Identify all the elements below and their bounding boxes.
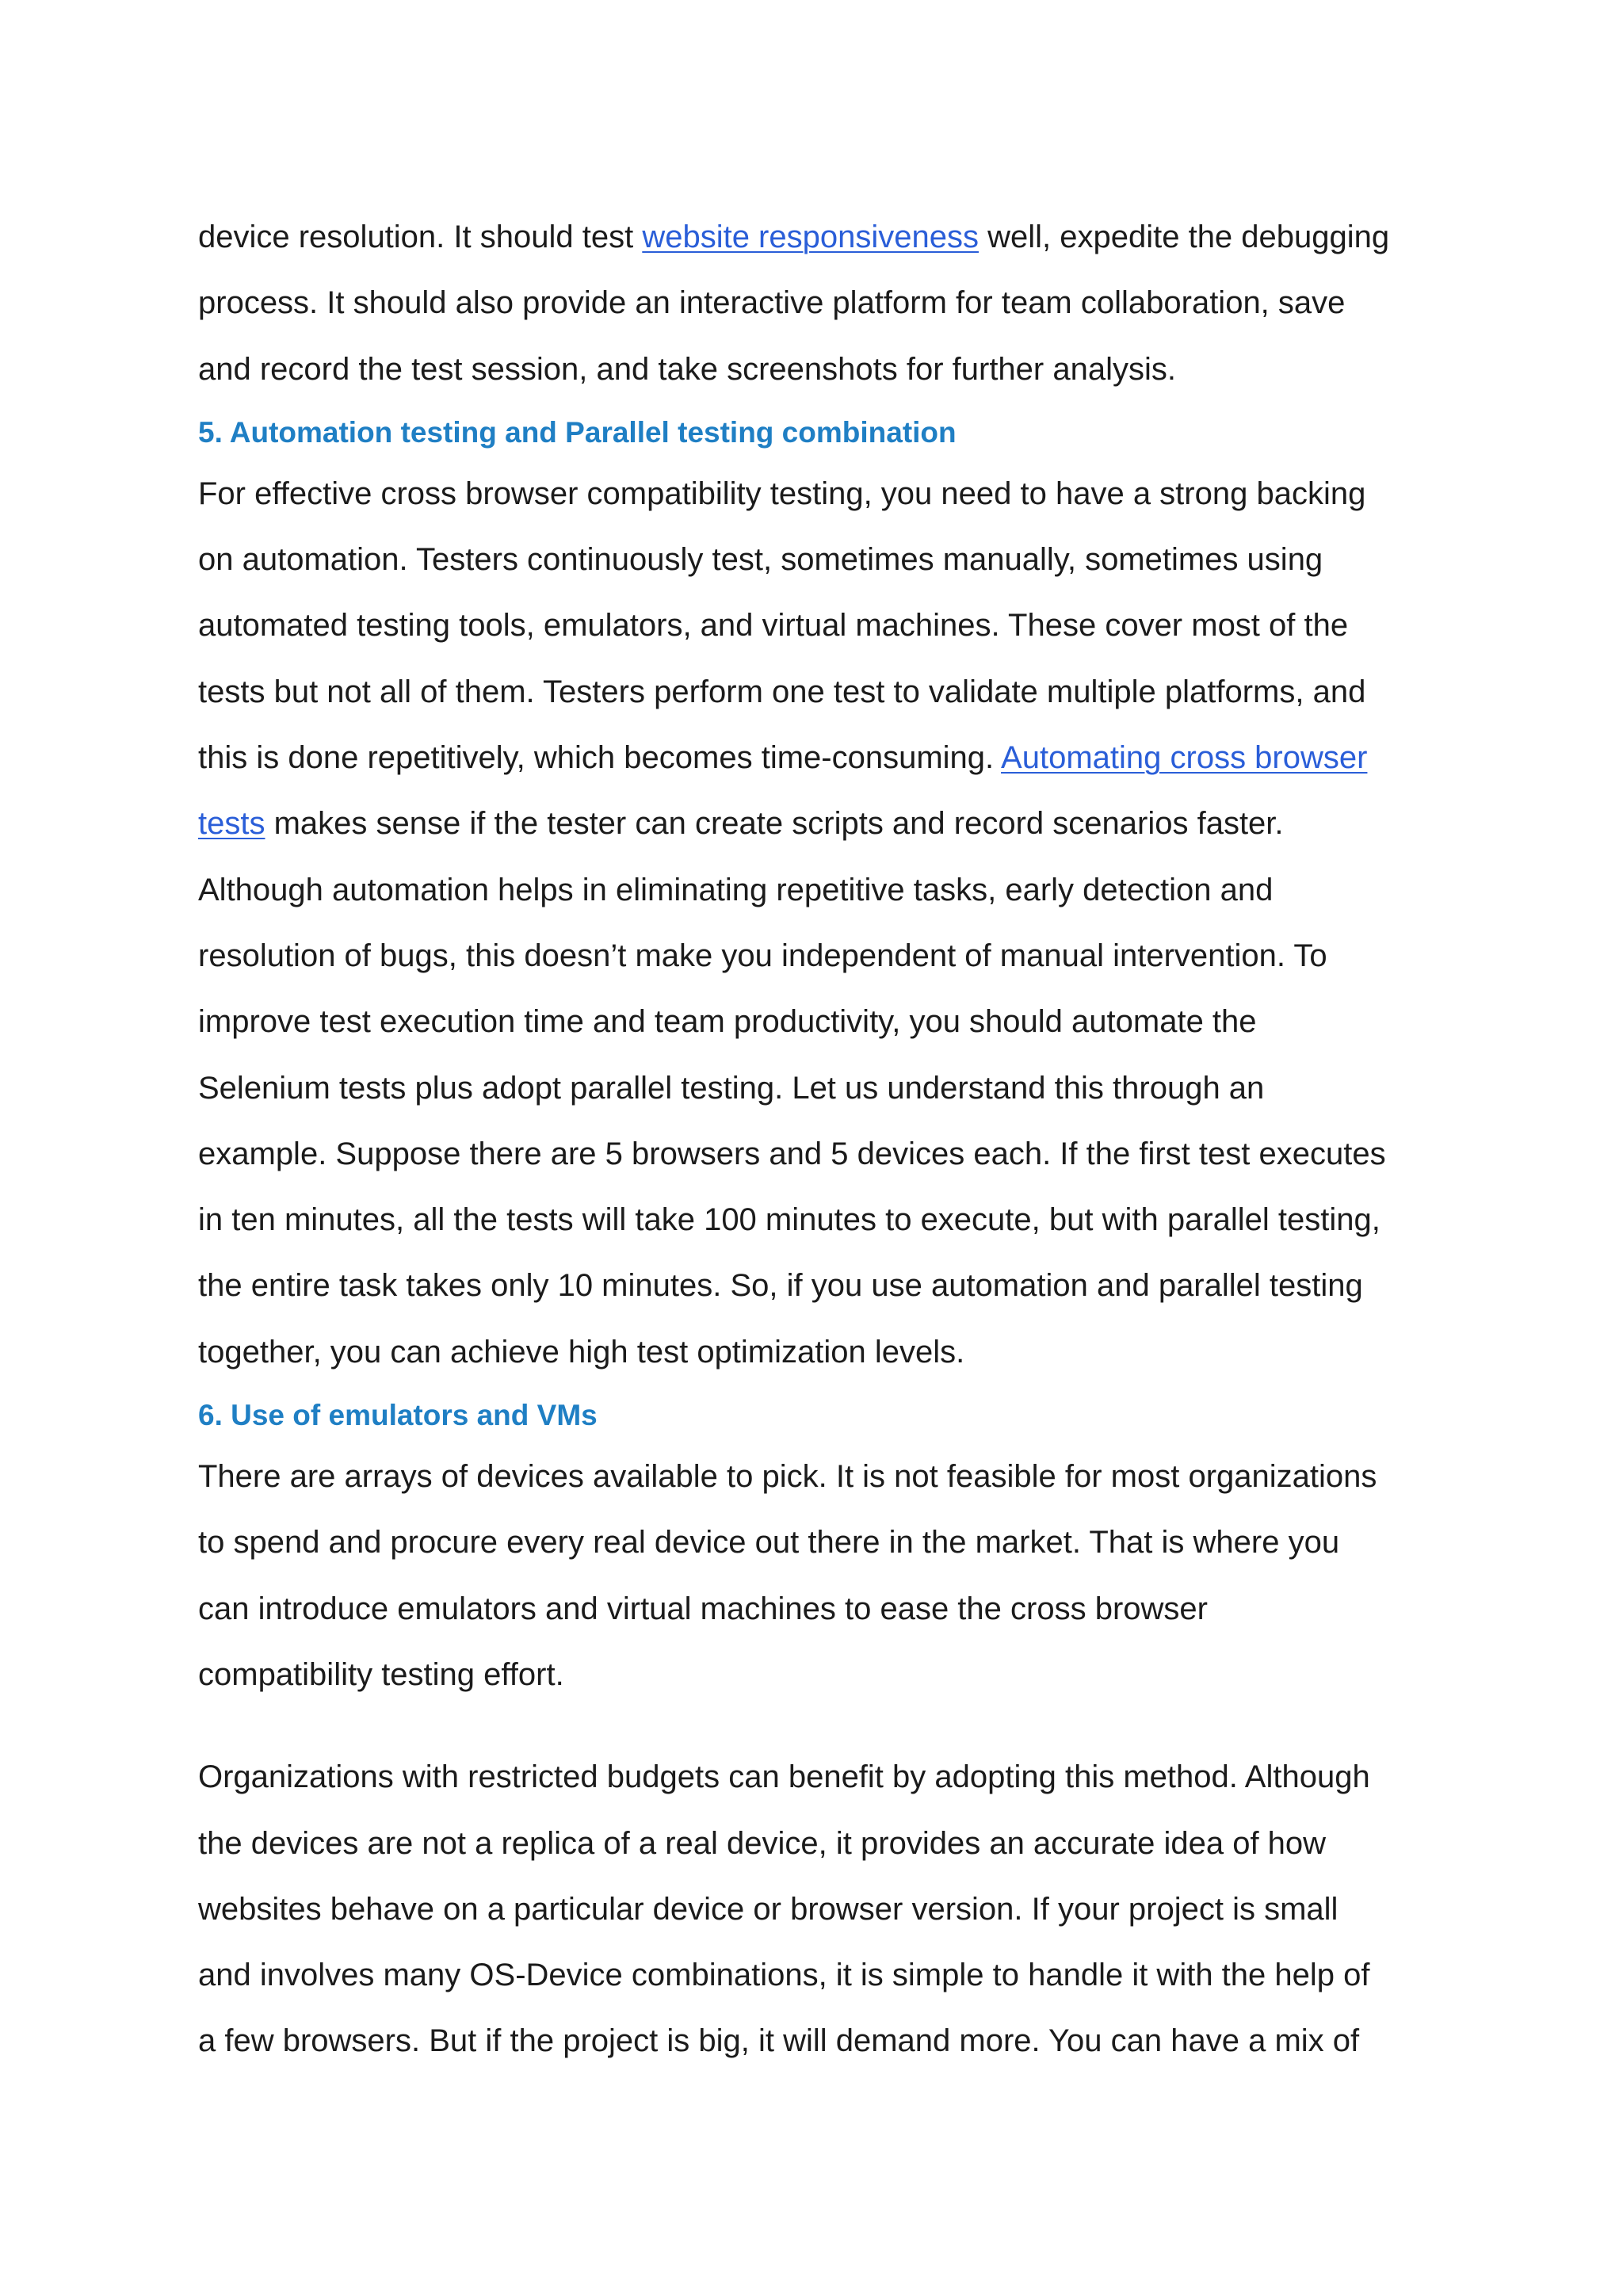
text-line: to spend and procure every real device out there in the market. That is where you [198, 1525, 1340, 1561]
document-page [198, 204, 1450, 2075]
text-line: together, you can achieve high test optimization levels. [198, 1334, 965, 1370]
paragraph-responsiveness [198, 204, 1450, 403]
text-line: and involves many OS-Device combinations, it is simple to handle it with the help of [198, 1958, 1370, 1993]
text-line [198, 791, 1450, 857]
text-line: in ten minutes, all the tests will take 100 minutes to execute, but with parallel testing, [198, 1202, 1381, 1238]
text-line [198, 204, 1450, 270]
paragraph-budgets [198, 1744, 1450, 2074]
text-line: on automation. Testers continuously test, sometimes manually, sometimes using [198, 542, 1323, 578]
text-line: tests but not all of them. Testers perform one test to validate multiple platforms, and [198, 674, 1366, 709]
text-line: resolution of bugs, this doesn’t make you independent of manual intervention. To [198, 938, 1327, 973]
automating-cross-browser-tests-link[interactable]: Automating cross browser [1001, 740, 1368, 776]
text-span: this is done repetitively, which becomes time-consuming. [198, 740, 1002, 776]
text-line: Although automation helps in eliminating repetitive tasks, early detection and [198, 872, 1274, 907]
text-line: the entire task takes only 10 minutes. So, if you use automation and parallel testing [198, 1268, 1363, 1304]
text-line: process. It should also provide an interactive platform for team collaboration, save [198, 285, 1346, 321]
text-line: example. Suppose there are 5 browsers and 5 devices each. If the first test executes [198, 1136, 1386, 1171]
website-responsiveness-link[interactable]: website responsiveness [642, 220, 979, 254]
text-line: the devices are not a replica of a real device, it provides an accurate idea of how [198, 1825, 1327, 1861]
text-line: automated testing tools, emulators, and virtual machines. These cover most of the [198, 608, 1349, 644]
text-span: device resolution. It should test [198, 220, 643, 254]
text-line: a few browsers. But if the project is big, it will demand more. You can have a mix of [198, 2023, 1360, 2059]
text-line: Selenium tests plus adopt parallel testing. Let us understand this through an [198, 1070, 1265, 1106]
text-span: well, expedite the debugging [978, 220, 1390, 254]
text-line: and record the test session, and take screenshots for further analysis. [198, 351, 1176, 387]
text-line: compatibility testing effort. [198, 1656, 564, 1692]
text-line [198, 725, 1450, 791]
automating-cross-browser-tests-link-continued[interactable]: tests [198, 806, 265, 842]
section-heading-automation-parallel: 5. Automation testing and Parallel testing combination [198, 415, 957, 449]
text-line: Organizations with restricted budgets can benefit by adopting this method. Although [198, 1759, 1370, 1795]
text-line: For effective cross browser compatibility testing, you need to have a strong backing [198, 476, 1366, 511]
text-line: improve test execution time and team productivity, you should automate the [198, 1004, 1257, 1040]
section-heading-emulators-vms: 6. Use of emulators and VMs [198, 1399, 598, 1432]
text-line: can introduce emulators and virtual machines to ease the cross browser [198, 1591, 1208, 1626]
paragraph-automation [198, 461, 1450, 1385]
text-line: There are arrays of devices available to pick. It is not feasible for most organizations [198, 1459, 1377, 1495]
text-line: websites behave on a particular device or browser version. If your project is small [198, 1891, 1338, 1927]
paragraph-devices [198, 1444, 1450, 1708]
text-span: makes sense if the tester can create scripts and record scenarios faster. [265, 806, 1284, 842]
